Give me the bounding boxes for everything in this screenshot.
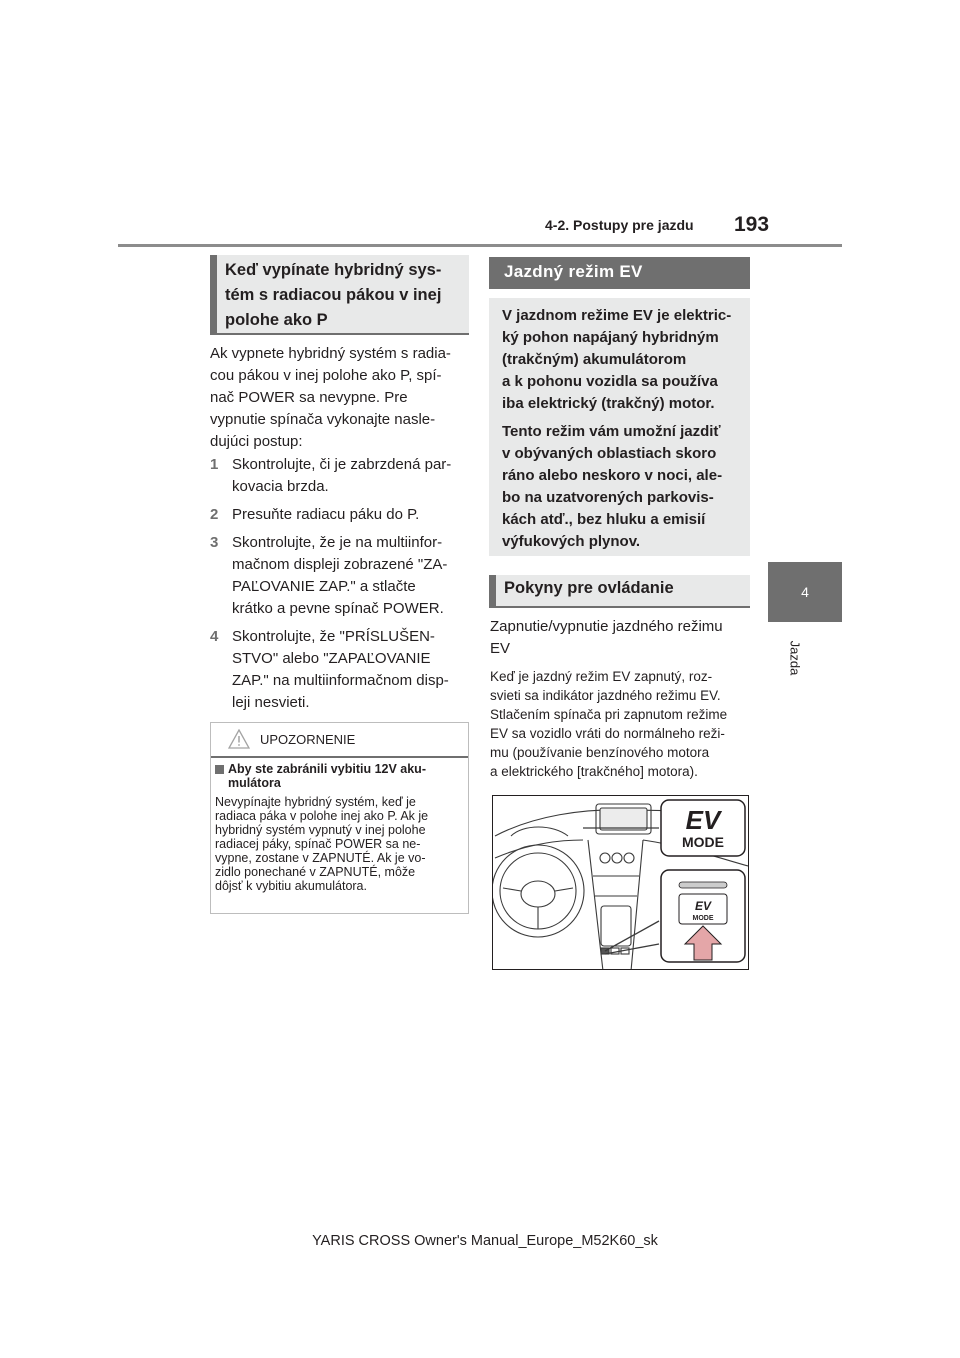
text-line: (trakčným) akumulátorom bbox=[502, 351, 687, 368]
text-line: výfukových plynov. bbox=[502, 533, 641, 550]
step-number: 3 bbox=[210, 534, 219, 551]
caution-header bbox=[211, 723, 468, 756]
page-number: 193 bbox=[734, 213, 770, 236]
heading-line: tém s radiacou pákou v inej bbox=[225, 286, 442, 304]
step-line: Presuňte radiacu páku do P. bbox=[232, 506, 420, 523]
text-line: Keď je jazdný režim EV zapnutý, roz- bbox=[490, 669, 713, 684]
step-line: Skontrolujte, že "PRÍSLUŠEN- bbox=[232, 628, 435, 645]
section-heading-operation: Pokyny pre ovládanie bbox=[489, 575, 750, 608]
caution-line: dôjsť k vybitiu akumulátora. bbox=[215, 879, 367, 893]
heading-line: polohe ako P bbox=[225, 311, 328, 329]
text-line: svieti sa indikátor jazdného režimu EV. bbox=[490, 688, 721, 703]
text-line: V jazdnom režime EV je elektric- bbox=[502, 307, 732, 324]
step-number: 1 bbox=[210, 456, 219, 473]
ev-switch-label: EV bbox=[694, 899, 712, 913]
step-line: PAĽOVANIE ZAP." a stlačte bbox=[232, 578, 416, 595]
chapter-label bbox=[786, 628, 804, 688]
caution-subheading-line: mulátora bbox=[228, 776, 281, 790]
intro-paragraph bbox=[210, 343, 470, 453]
text-line: EV bbox=[490, 640, 511, 657]
step-number: 4 bbox=[210, 628, 219, 645]
text-line: iba elektrický (trakčný) motor. bbox=[502, 395, 715, 412]
caution-line: Nevypínajte hybridný systém, keď je bbox=[215, 795, 416, 809]
ev-toggle-subheading bbox=[490, 616, 752, 660]
step-line: kovacia brzda. bbox=[232, 478, 329, 495]
caution-title: UPOZORNENIE bbox=[260, 732, 356, 747]
section-title: 4-2. Postupy pre jazdu bbox=[545, 217, 694, 233]
text-line: bo na uzatvorených parkovis- bbox=[502, 489, 714, 506]
text-line: ký pohon napájaný hybridným bbox=[502, 329, 719, 346]
text-line: a k pohonu vozidla sa používa bbox=[502, 373, 718, 390]
step-line: mačnom displeji zobrazené "ZA- bbox=[232, 556, 448, 573]
warning-triangle-icon bbox=[228, 729, 250, 749]
heading-line: Keď vypínate hybridný sys- bbox=[225, 261, 442, 279]
text-line: Tento režim vám umožní jazdiť bbox=[502, 423, 721, 440]
ev-toggle-description bbox=[490, 667, 752, 781]
caution-subheading-line: Aby ste zabránili vybitiu 12V aku- bbox=[228, 762, 426, 776]
step-item bbox=[210, 532, 470, 620]
text-line: kách atď., bez hluku a emisií bbox=[502, 511, 706, 528]
text-line: a elektrického [trakčného] motora). bbox=[490, 764, 698, 779]
text-line: mu (používanie benzínového motora bbox=[490, 745, 710, 760]
chapter-tab[interactable]: 4 bbox=[768, 562, 842, 622]
step-item bbox=[210, 504, 470, 526]
section-heading-ev-mode: Jazdný režim EV bbox=[489, 257, 750, 289]
text-line: Ak vypnete hybridný systém s radia- bbox=[210, 345, 451, 362]
step-number: 2 bbox=[210, 506, 219, 523]
caution-text bbox=[215, 795, 467, 893]
step-item bbox=[210, 626, 470, 714]
step-line: Skontrolujte, že je na multiinfor- bbox=[232, 534, 443, 551]
text-line: Stlačením spínača pri zapnutom režime bbox=[490, 707, 728, 722]
caution-divider bbox=[211, 756, 468, 758]
ev-intro-paragraph bbox=[502, 421, 740, 553]
step-line: Skontrolujte, či je zabrzdená par- bbox=[232, 456, 452, 473]
ev-intro-box bbox=[489, 298, 750, 556]
step-line: krátko a pevne spínač POWER. bbox=[232, 600, 444, 617]
header-divider bbox=[118, 244, 842, 247]
dashboard-drawing bbox=[493, 796, 749, 970]
caution-line: vypne, zostane v ZAPNUTÉ. Ak je vo- bbox=[215, 851, 426, 865]
ev-switch-mode-label: MODE bbox=[692, 915, 714, 922]
text-line: nač POWER sa nevypne. Pre bbox=[210, 389, 408, 406]
bullet-square-icon bbox=[215, 765, 224, 774]
text-line: EV sa vozidlo vráti do normálneho reži- bbox=[490, 726, 725, 741]
text-line: Zapnutie/vypnutie jazdného režimu bbox=[490, 618, 723, 635]
ev-badge-top-label: EV bbox=[685, 805, 721, 835]
section-heading-power-off bbox=[210, 255, 469, 335]
text-line: v obývaných oblastiach skoro bbox=[502, 445, 717, 462]
text-line: vypnutie spínača vykonajte nasle- bbox=[210, 411, 436, 428]
caution-line: radiaca páka v polohe inej ako P. Ak je bbox=[215, 809, 429, 823]
caution-box bbox=[210, 722, 469, 914]
caution-line: radiacej páky, spínač POWER sa ne- bbox=[215, 837, 421, 851]
step-line: STVO" alebo "ZAPAĽOVANIE bbox=[232, 650, 431, 667]
text-line: cou pákou v inej polohe ako P, spí- bbox=[210, 367, 442, 384]
caution-subheading bbox=[215, 762, 465, 790]
ev-mode-illustration bbox=[492, 795, 749, 970]
text-line: dujúci postup: bbox=[210, 433, 303, 450]
caution-line: hybridný systém vypnutý v inej polohe bbox=[215, 823, 426, 837]
step-line: ZAP." na multiinformačnom disp- bbox=[232, 672, 449, 689]
text-line: ráno alebo neskoro v noci, ale- bbox=[502, 467, 723, 484]
ev-badge-mode-label: MODE bbox=[682, 834, 724, 850]
step-item bbox=[210, 454, 470, 498]
chapter-label-text: Jazda bbox=[787, 640, 803, 676]
step-line: leji nesvieti. bbox=[232, 694, 310, 711]
footer-manual-id: YARIS CROSS Owner's Manual_Europe_M52K60_sk bbox=[312, 1233, 658, 1249]
ev-intro-paragraph bbox=[502, 305, 740, 415]
caution-line: zidlo ponechané v ZAPNUTÉ, môže bbox=[215, 865, 416, 879]
